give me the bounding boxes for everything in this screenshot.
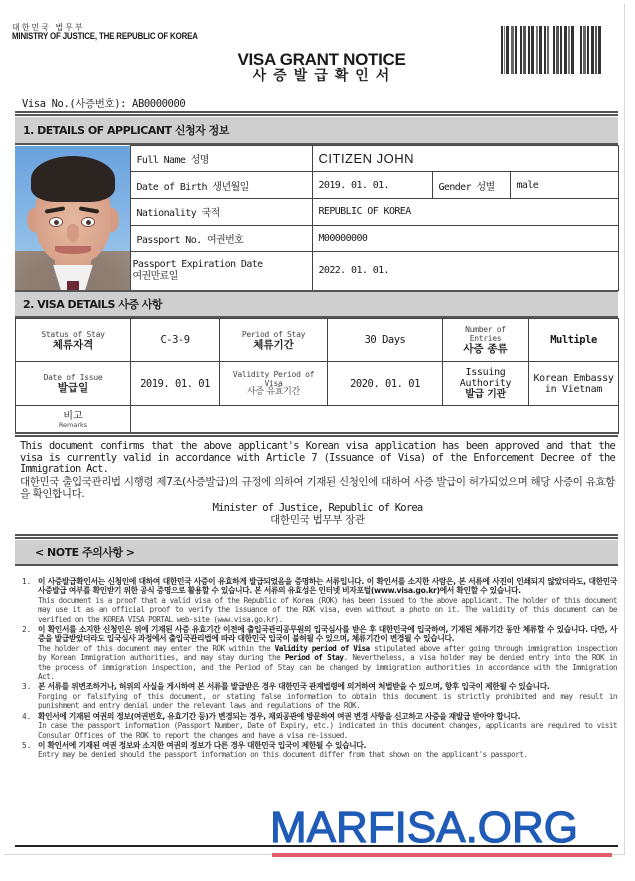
- passport-expiry-label-ko: 여권만료일: [132, 270, 178, 282]
- date-of-issue-label: Date of Issue 발급일: [16, 362, 131, 406]
- full-name-value: CITIZEN JOHN: [312, 146, 618, 172]
- signer-english: Minister of Justice, Republic of Korea: [212, 502, 423, 514]
- issuing-authority-label: Issuing Authority 발급 기관: [443, 362, 529, 406]
- note-item: 3. 본 서류를 위변조하거나, 허위의 사실을 게시하여 본 서류를 발급받은 경우 대한민국 관계법령에 의거하여 처벌받을 수 있으며, 향후 입국이 제한될 수 있습니다. Forging or falsifying of this document, or stating false information to obtain this document is strictly prohibited and may result in punishment and entry denial under the relevant laws and regulations of the ROK.: [22, 682, 617, 711]
- table-row: [16, 362, 619, 406]
- passport-no-value: M00000000: [312, 225, 618, 251]
- passport-expiry-value: 2022. 01. 01.: [312, 251, 618, 290]
- confirmation-english: This document confirms that the above applicant's Korean visa application has been approved and that the visa is currently valid in accordance with Article 7 (Issuance of Visa) of the Enforcement Decree of the Immigration Act.: [20, 440, 615, 475]
- watermark-text: MARFISA.ORG: [270, 803, 579, 852]
- ministry-header: [12, 23, 223, 41]
- divider: [15, 534, 618, 539]
- title-english: VISA GRANT NOTICE: [237, 50, 406, 69]
- note-item: 4. 확인서에 기재된 여권의 정보(여권번호, 유효기간 등)가 변경되는 경우, 재외공관에 방문하여 여권 변경 사항을 신고하고 사증을 재발급 받아야 합니다. In case the passport information (Passport Number, Date of Expiry, etc.) indicated in this document changes, applicants are required to visit Consular Offices of the ROK to report the changes and have a visa re-issued.: [22, 711, 617, 740]
- notes-header: < NOTE 주의사항 >: [15, 540, 618, 566]
- section-1-header: 1. DETAILS OF APPLICANT 신청자 정보: [15, 117, 618, 145]
- ministry-english: MINISTRY OF JUSTICE, THE REPUBLIC OF KOREA: [12, 31, 198, 41]
- table-row: [16, 319, 619, 362]
- entries-value: Multiple: [529, 319, 619, 362]
- section-2-header: 2. VISA DETAILS 사증 사항: [15, 290, 618, 318]
- issuing-authority-value: Korean Embassy in Vietnam: [529, 362, 619, 406]
- visa-number-value: AB0000000: [132, 98, 186, 110]
- ministry-korean: 대한민국 법무부: [12, 23, 85, 32]
- entries-label: Number of Entries 사증 종류: [443, 319, 529, 362]
- dob-label: Date of Birth 생년월일: [130, 172, 312, 199]
- status-of-stay-value: C-3-9: [131, 319, 220, 362]
- divider: [15, 432, 618, 437]
- note-item: 5. 이 확인서에 기재된 여권 정보와 소지한 여권의 정보가 다른 경우 대한민국 입국이 제한될 수 있습니다. Entry may be denied should the passport information on this document differ from that shown on the applicant's passport.: [22, 740, 528, 760]
- watermark-underline: [272, 853, 612, 857]
- signer-korean: 대한민국 법무부 장관: [270, 514, 365, 526]
- gender-label: Gender 성별: [432, 172, 510, 199]
- portrait-image: [15, 146, 130, 291]
- validity-period-value: 2020. 01. 01: [328, 362, 443, 406]
- period-of-stay-value: 30 Days: [328, 319, 443, 362]
- table-row: [16, 406, 619, 434]
- applicant-photo: [15, 146, 130, 291]
- divider: [15, 111, 618, 116]
- document-title: [0, 51, 635, 84]
- nationality-value: REPUBLIC OF KOREA: [312, 199, 618, 225]
- full-name-label: Full Name 성명: [130, 146, 312, 172]
- title-korean: 사증발급확인서: [252, 68, 397, 84]
- nationality-label: Nationality 국적: [130, 199, 312, 225]
- note-item: 2. 이 확인서를 소지한 신청인은 위에 기재된 사증 유효기간 이전에 출입국관리공무원의 입국심사를 받은 후 대한민국에 입국하여, 기재된 체류기간 동안 체류할 수 있습니다. 다만, 사증을 발급받았더라도 입국심사 과정에서 출입국관리법에 따라 대한민국 입국이 불허될 수 있으며, 체류기간이 변경될 수 있습니다. The holder of this document may enter the ROK within the Validity period of Visa stipulated above after going through immigration inspection by Korean Immigration authorities, and may stay during the Period of Stay. Nevertheless, a visa holder may be denied entry into the ROK in the process of immigration inspection, and the Period of Stay can be changed by immigration authorities in accordance with the Immigration Act.: [22, 625, 617, 682]
- visa-number: [22, 96, 185, 111]
- note-item: 1. 이 사증발급확인서는 신청인에 대하여 대한민국 사증이 유효하게 발급되었음을 증명하는 서류입니다. 이 확인서를 소지한 사람은, 본 서류에 사진이 인쇄되지 않았더라도, 대한민국 사증발급 여부를 확인받기 위한 공식 증명으로 활용할 수 있습니다. 본 서류의 유효성은 인터넷 비자포털(www.visa.go.kr)에서 확인할 수 있습니다. This document is a proof that a valid visa of the Republic of Korea (ROK) has been issued to the above applicant. The holder of this document may use it as an official proof to verify the issuance of the ROK visa, even without a photo on it. The validity of this document can be verified on the KOREA VISA PORTAL web-site (www.visa.go.kr).: [22, 577, 617, 624]
- status-of-stay-label: Status of Stay 체류자격: [16, 319, 131, 362]
- dob-value: 2019. 01. 01.: [312, 172, 432, 199]
- passport-no-label: Passport No. 여권번호: [130, 225, 312, 251]
- gender-value: male: [510, 172, 618, 199]
- remarks-label: 비고 Remarks: [16, 406, 131, 434]
- remarks-value: [131, 406, 619, 434]
- table-row: [15, 146, 618, 172]
- validity-period-label: Validity Period of Visa 사증 유효기간: [220, 362, 328, 406]
- date-of-issue-value: 2019. 01. 01: [131, 362, 220, 406]
- applicant-table: [15, 145, 619, 291]
- visa-number-label: Visa No.(사증번호):: [22, 98, 127, 110]
- period-of-stay-label: Period of Stay 체류기간: [220, 319, 328, 362]
- passport-expiry-label-en: Passport Expiration Date: [132, 258, 263, 270]
- confirmation-korean: 대한민국 출입국관리법 시행령 제7조(사증발급)의 규정에 의하여 기재된 신청인에 대하여 사증 발급이 허가되었으며 해당 사증이 유효함을 확인합니다.: [20, 475, 615, 500]
- confirmation-text: [20, 441, 615, 500]
- notes-list: [22, 577, 617, 761]
- visa-details-table: [15, 318, 619, 434]
- passport-expiry-label: [130, 251, 312, 290]
